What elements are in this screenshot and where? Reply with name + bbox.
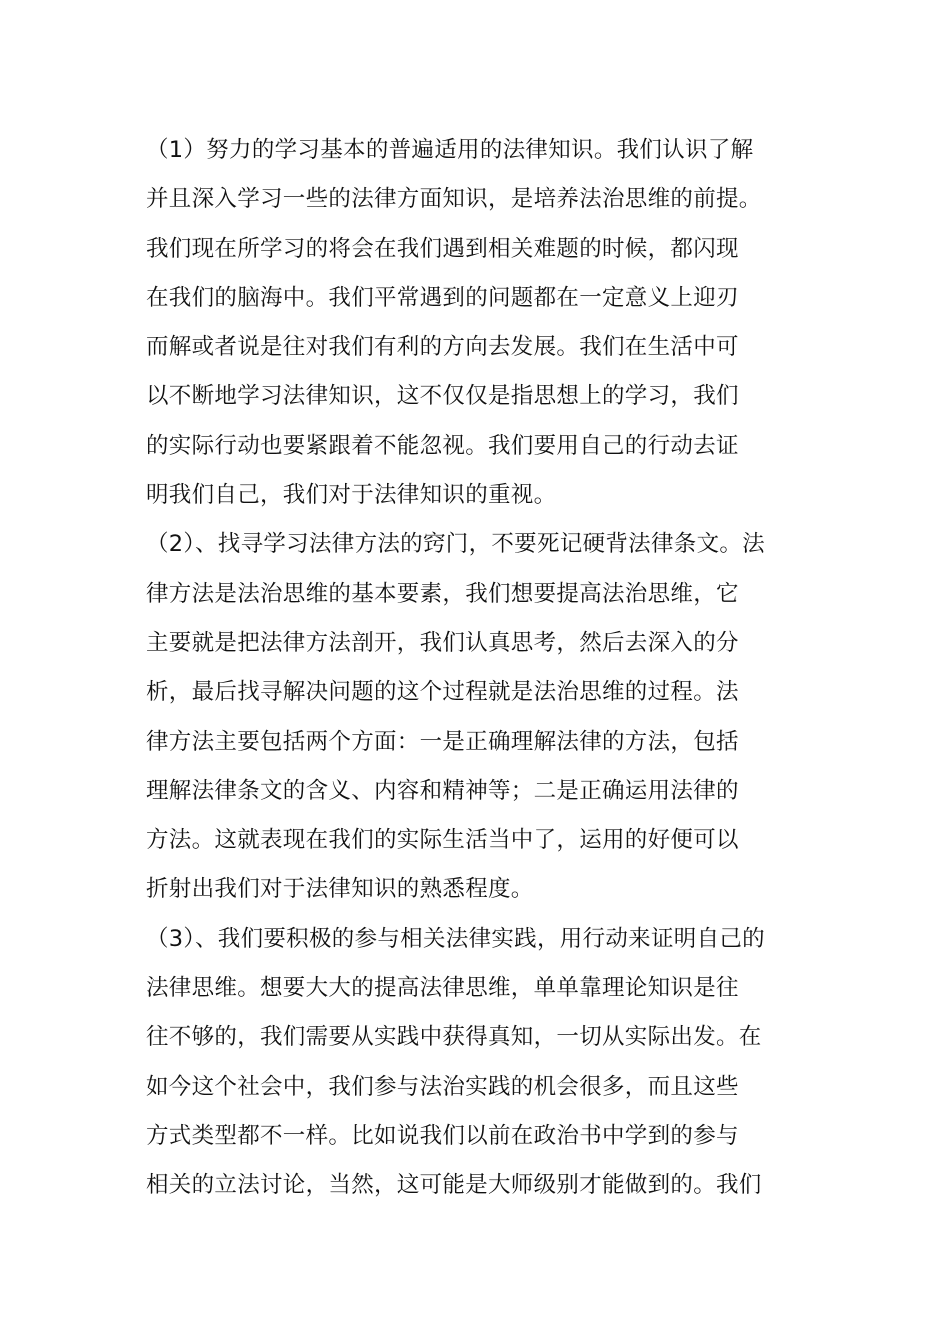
text-line: 析，最后找寻解决问题的这个过程就是法治思维的过程。法 (146, 679, 739, 706)
text-line: （2）、找寻学习法律方法的窍门，不要死记硬背法律条文。法 (146, 531, 765, 558)
text-line: （1）努力的学习基本的普遍适用的法律知识。我们认识了解 (146, 137, 754, 163)
text-line: 方式类型都不一样。比如说我们以前在政治书中学到的参与 (146, 1122, 739, 1149)
text-line: 明我们自己，我们对于法律知识的重视。 (146, 482, 557, 509)
text-line: 方法。这就表现在我们的实际生活当中了，运用的好便可以 (146, 827, 739, 854)
text-line: 以不断地学习法律知识，这不仅仅是指思想上的学习，我们 (146, 383, 739, 410)
text-line: 并且深入学习一些的法律方面知识，是培养法治思维的前提。 (146, 186, 762, 213)
text-line: 法律思维。想要大大的提高法律思维，单单靠理论知识是往 (146, 975, 739, 1002)
text-line: 律方法主要包括两个方面：一是正确理解法律的方法，包括 (146, 728, 739, 755)
body-text (146, 126, 816, 1211)
text-line: 的实际行动也要紧跟着不能忽视。我们要用自己的行动去证 (146, 432, 739, 459)
text-line: （3）、我们要积极的参与相关法律实践，用行动来证明自己的 (146, 925, 765, 952)
text-line: 往不够的，我们需要从实践中获得真知，一切从实际出发。在 (146, 1024, 762, 1051)
text-line: 律方法是法治思维的基本要素，我们想要提高法治思维，它 (146, 580, 739, 607)
text-line: 在我们的脑海中。我们平常遇到的问题都在一定意义上迎刃 (146, 284, 739, 311)
text-line: 我们现在所学习的将会在我们遇到相关难题的时候，都闪现 (146, 235, 739, 262)
text-line: 折射出我们对于法律知识的熟悉程度。 (146, 876, 534, 903)
text-line: 而解或者说是往对我们有利的方向去发展。我们在生活中可 (146, 334, 739, 361)
text-line: 相关的立法讨论，当然，这可能是大师级别才能做到的。我们 (146, 1172, 762, 1199)
text-line: 如今这个社会中，我们参与法治实践的机会很多，而且这些 (146, 1073, 739, 1100)
text-line: 主要就是把法律方法剖开，我们认真思考，然后去深入的分 (146, 629, 739, 656)
text-line: 理解法律条文的含义、内容和精神等；二是正确运用法律的 (146, 777, 739, 804)
